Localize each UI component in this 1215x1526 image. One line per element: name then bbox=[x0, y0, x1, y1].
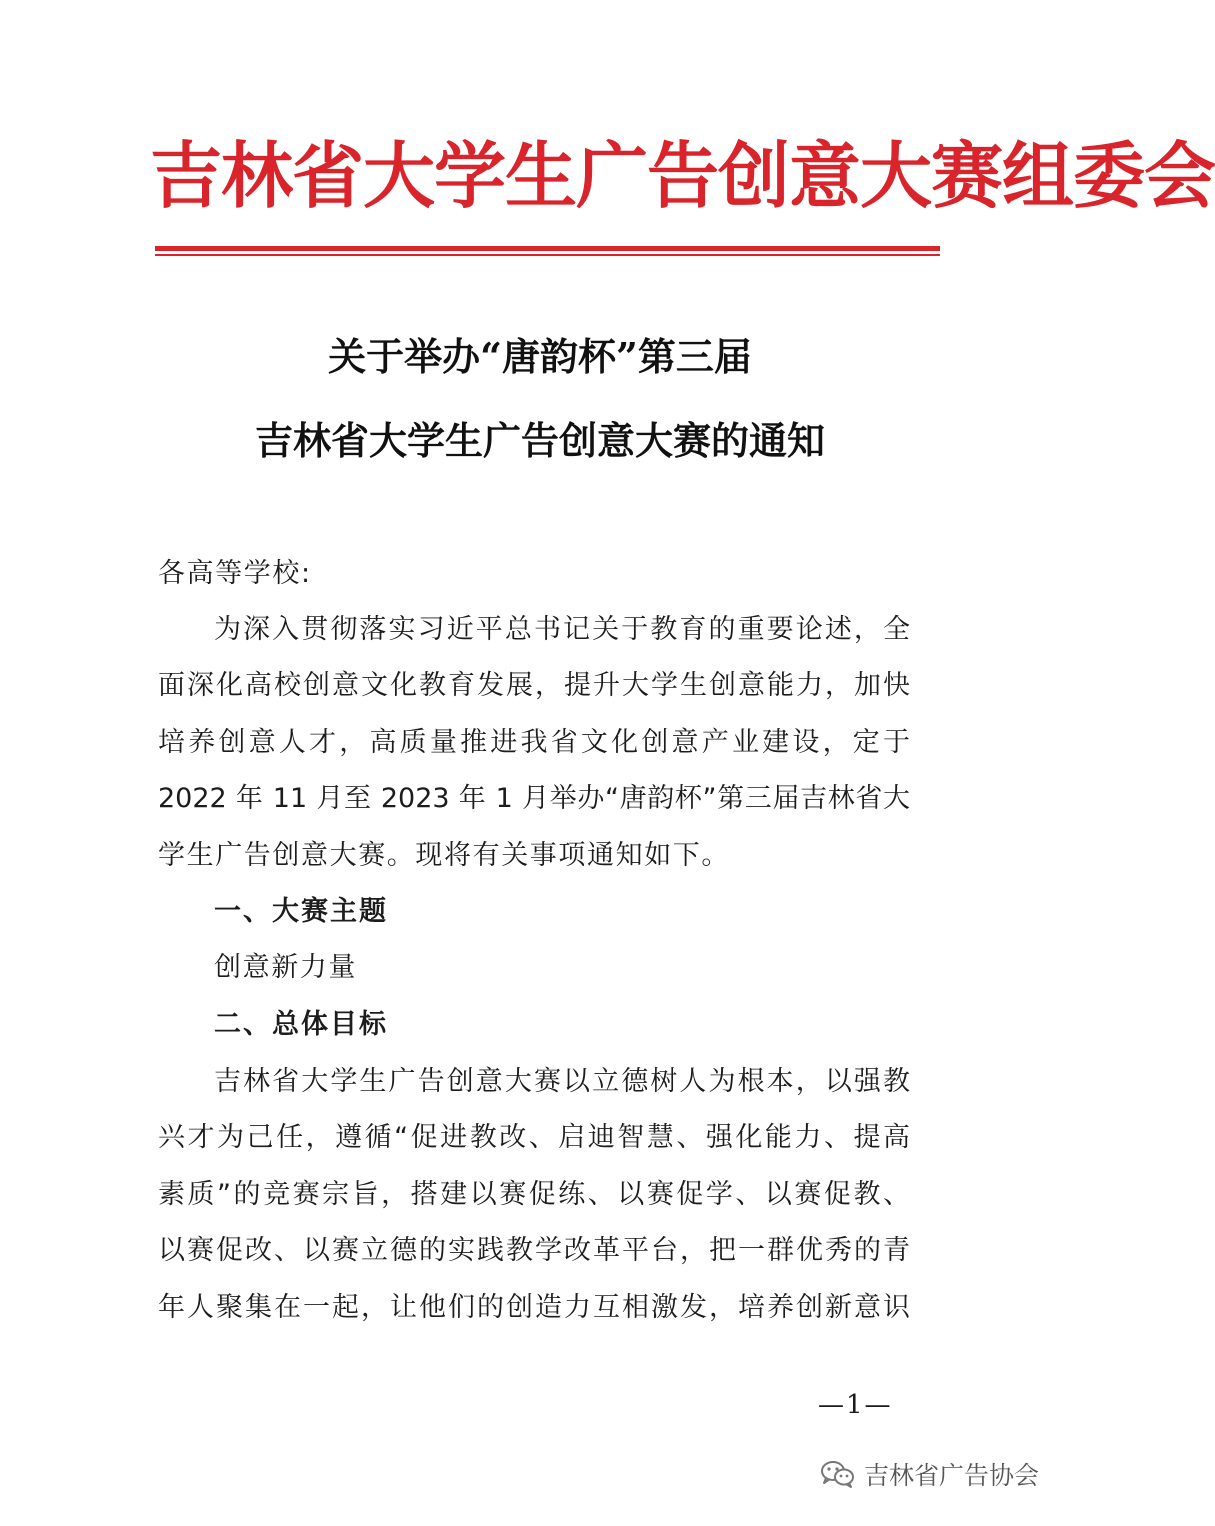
section-2-heading: 二、总体目标 bbox=[214, 1009, 388, 1040]
intro-line: 培养创意人才，高质量推进我省文化创意产业建设，定于 bbox=[158, 727, 910, 758]
wechat-watermark bbox=[820, 1454, 1039, 1494]
intro-line: 面深化高校创意文化教育发展，提升大学生创意能力，加快 bbox=[158, 670, 910, 701]
page-number: —1— bbox=[818, 1390, 893, 1420]
section-1-heading: 一、大赛主题 bbox=[214, 896, 388, 927]
section-2-line: 兴才为己任，遵循“促进教改、启迪智慧、强化能力、提高 bbox=[158, 1122, 910, 1153]
wechat-icon bbox=[820, 1459, 856, 1489]
section-2-line: 素质”的竞赛宗旨，搭建以赛促练、以赛促学、以赛促教、 bbox=[158, 1179, 910, 1210]
org-header-title: 吉林省大学生广告创意大赛组委会 bbox=[150, 133, 1215, 218]
salutation: 各高等学校: bbox=[158, 558, 312, 589]
document-title-line2: 吉林省大学生广告创意大赛的通知 bbox=[254, 418, 825, 463]
section-2-line: 吉林省大学生广告创意大赛以立德树人为根本，以强教 bbox=[214, 1066, 910, 1097]
intro-line: 为深入贯彻落实习近平总书记关于教育的重要论述，全 bbox=[214, 614, 910, 645]
red-rule-thin bbox=[155, 254, 940, 256]
intro-line: 2022 年 11 月至 2023 年 1 月举办“唐韵杯”第三届吉林省大 bbox=[158, 783, 910, 814]
section-2-line: 以赛促改、以赛立德的实践教学改革平台，把一群优秀的青 bbox=[158, 1235, 910, 1266]
watermark-text: 吉林省广告协会 bbox=[864, 1461, 1040, 1490]
red-rule-thick bbox=[155, 246, 940, 251]
intro-line: 学生广告创意大赛。现将有关事项通知如下。 bbox=[158, 840, 730, 871]
section-2-line: 年人聚集在一起，让他们的创造力互相激发，培养创新意识 bbox=[158, 1292, 910, 1323]
red-separator-rule bbox=[155, 246, 940, 258]
section-1-content: 创意新力量 bbox=[214, 952, 357, 983]
document-title-line1: 关于举办“唐韵杯”第三届 bbox=[328, 334, 752, 379]
